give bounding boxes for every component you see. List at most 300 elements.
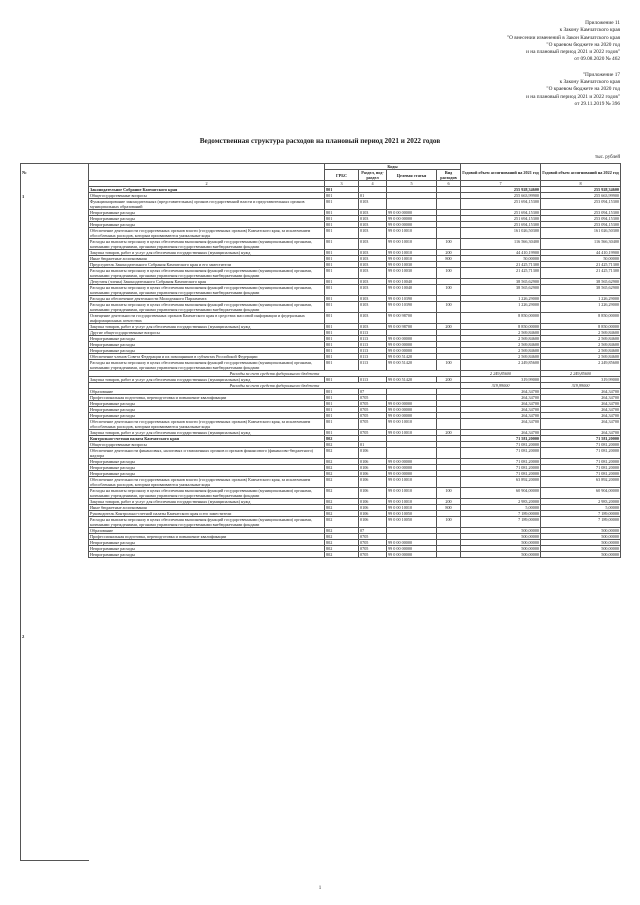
csr-code: 99 0 00 10010 <box>387 505 437 511</box>
grbs-code: 801 <box>325 389 359 395</box>
row-name: Непрограммные расходы <box>89 216 325 222</box>
amount-2022: 71 081,20000 <box>541 459 621 465</box>
appendix-line: к Закону Камчатского края <box>559 27 620 34</box>
grbs-code: 801 <box>325 302 359 313</box>
amount-2021: 1 226,29000 <box>461 302 541 313</box>
razdel-code: 0103 <box>359 239 387 250</box>
grbs-code: 801 <box>325 348 359 354</box>
vr-code: 200 <box>437 324 461 330</box>
grbs-code: 802 <box>325 505 359 511</box>
amount-2022: 2 249,85600 <box>541 371 621 377</box>
appendix-line: Приложение 11 <box>585 20 620 26</box>
amount-2021: 71 081,20000 <box>461 459 541 465</box>
table-row <box>89 552 621 558</box>
expenditure-table <box>88 163 621 558</box>
amount-2022: 264,34700 <box>541 419 621 430</box>
amount-2021: 500,00000 <box>461 540 541 546</box>
amount-2021: 8 850,00000 <box>461 313 541 324</box>
grbs-code: 801 <box>325 354 359 360</box>
grbs-code: 801 <box>325 313 359 324</box>
amount-2022: 264,34700 <box>541 401 621 407</box>
amount-2021: 44 410,19900 <box>461 250 541 256</box>
row-name: Расходы за счет средств федерального бюджета <box>89 371 461 377</box>
row-name: Общегосударственные вопросы <box>89 193 325 199</box>
appendix-line: и на плановый период 2021 и 2022 годов" <box>526 49 620 56</box>
amount-2021: 319,99000 <box>461 383 541 389</box>
grbs-code: 802 <box>325 436 359 442</box>
razdel-code: 0103 <box>359 199 387 210</box>
vr-code: 100 <box>437 268 461 279</box>
appendix-line: "О краевом бюджете на 2020 год <box>546 41 620 48</box>
grbs-code: 801 <box>325 216 359 222</box>
row-name: Непрограммные расходы <box>89 342 325 348</box>
grbs-code: 802 <box>325 517 359 528</box>
amount-2022: 2 983,20000 <box>541 499 621 505</box>
csr-code: 99 0 00 00000 <box>387 552 437 558</box>
csr-code: 99 0 00 10010 <box>387 228 437 239</box>
row-name: Непрограммные расходы <box>89 540 325 546</box>
row-name: Расходы на выплаты персоналу в целях обеспечения выполнения функций государственными (муниципальными) органами, казенными учреждениями, органами управления государственными внебюджетными фондами <box>89 360 325 371</box>
appendix-block-1 <box>360 20 620 64</box>
page-number: 1 <box>318 886 322 891</box>
amount-2021: 255 928,34600 <box>461 187 541 193</box>
column-index: 6 <box>437 181 461 187</box>
amount-2022: 2 569,84600 <box>541 354 621 360</box>
amount-2021: 71 581,20000 <box>461 436 541 442</box>
amount-2022: 71 581,20000 <box>541 436 621 442</box>
razdel-code: 0113 <box>359 354 387 360</box>
razdel-code: 0103 <box>359 216 387 222</box>
razdel-code: 0113 <box>359 330 387 336</box>
appendix-line: "Приложение 17 <box>582 71 620 78</box>
amount-2021: 2 249,85600 <box>461 371 541 377</box>
grbs-code: 801 <box>325 336 359 342</box>
row-name: Расходы на обеспечение деятельности Молодежного Парламента <box>89 296 325 302</box>
row-name: Иные бюджетные ассигнования <box>89 256 325 262</box>
grbs-code: 801 <box>325 187 359 193</box>
amount-2021: 116 566,30400 <box>461 239 541 250</box>
row-name: Непрограммные расходы <box>89 465 325 471</box>
amount-2022: 253 094,15300 <box>541 222 621 228</box>
amount-2022: 253 094,15300 <box>541 199 621 210</box>
row-name: Руководитель Контрольно-счетной палаты Камчатского края и его заместители <box>89 511 325 517</box>
row-name: Обеспечение деятельности государственных органов власти (государственных органов) Камчатского края, за исключением обособленных расходов, которым присваиваются уникальные коды <box>89 477 325 488</box>
row-name: Расходы на выплаты персоналу в целях обеспечения выполнения функций государственными (муниципальными) органами, казенными учреждениями, органами управления государственными внебюджетными фондами <box>89 517 325 528</box>
amount-2021: 1 226,29000 <box>461 296 541 302</box>
amount-2022: 21 425,71300 <box>541 268 621 279</box>
amount-2022: 253 094,15300 <box>541 216 621 222</box>
column-index: 7 <box>461 181 541 187</box>
grbs-code: 801 <box>325 296 359 302</box>
amount-2022: 264,34700 <box>541 430 621 436</box>
amount-2022: 38 565,62900 <box>541 279 621 285</box>
vr-code: 100 <box>437 517 461 528</box>
csr-code: 99 0 00 10010 <box>387 477 437 488</box>
grbs-code: 801 <box>325 239 359 250</box>
grbs-code: 801 <box>325 342 359 348</box>
razdel-code: 0103 <box>359 228 387 239</box>
document-title: Ведомственная структура расходов на плановый период 2021 и 2022 годов <box>199 137 441 145</box>
grbs-code: 802 <box>325 511 359 517</box>
razdel-code: 0106 <box>359 448 387 459</box>
razdel-code: 01 <box>359 193 387 199</box>
grbs-code: 801 <box>325 250 359 256</box>
row-name: Профессиональная подготовка, переподготовка и повышение квалификации <box>89 395 325 401</box>
csr-code: 99 0 00 00000 <box>387 210 437 216</box>
csr-code: 99 0 00 10390 <box>387 296 437 302</box>
grbs-code: 802 <box>325 477 359 488</box>
razdel-code: 0113 <box>359 348 387 354</box>
vr-code: 100 <box>437 285 461 296</box>
row-name: Непрограммные расходы <box>89 222 325 228</box>
row-name: Непрограммные расходы <box>89 348 325 354</box>
vr-code: 200 <box>437 250 461 256</box>
column-index: 3 <box>325 181 359 187</box>
appendix-block-2 <box>360 72 620 108</box>
amount-2022: 71 081,20000 <box>541 448 621 459</box>
razdel-code: 0106 <box>359 459 387 465</box>
amount-2022: 264,34700 <box>541 413 621 419</box>
grbs-code: 801 <box>325 285 359 296</box>
vr-code <box>437 477 461 488</box>
amount-2022: 500,00000 <box>541 528 621 534</box>
csr-code: 99 0 00 10010 <box>387 488 437 499</box>
amount-2021: 500,00000 <box>461 528 541 534</box>
row-name: Депутаты (члены) Законодательного Собрания Камчатского края <box>89 279 325 285</box>
amount-2022: 44 410,19900 <box>541 250 621 256</box>
amount-2022: 264,34700 <box>541 389 621 395</box>
amount-2022: 7 189,00000 <box>541 517 621 528</box>
grbs-code: 802 <box>325 546 359 552</box>
grbs-code: 802 <box>325 459 359 465</box>
csr-code: 99 0 00 00000 <box>387 465 437 471</box>
grbs-code: 801 <box>325 413 359 419</box>
razdel-code: 0705 <box>359 407 387 413</box>
csr-code: 99 0 00 10390 <box>387 302 437 313</box>
razdel-code: 0103 <box>359 210 387 216</box>
razdel-code: 0106 <box>359 517 387 528</box>
amount-2022: 2 569,84600 <box>541 348 621 354</box>
csr-code: 99 0 00 10010 <box>387 239 437 250</box>
razdel-code: 0113 <box>359 360 387 371</box>
csr-code: 99 0 00 51420 <box>387 360 437 371</box>
amount-2021: 264,34700 <box>461 389 541 395</box>
vr-code <box>437 419 461 430</box>
amount-2022: 255 928,34600 <box>541 187 621 193</box>
razdel-code: 0103 <box>359 262 387 268</box>
grbs-code: 801 <box>325 222 359 228</box>
amount-2021: 5,00000 <box>461 505 541 511</box>
amount-2022: 71 081,20000 <box>541 442 621 448</box>
csr-code: 99 0 00 10040 <box>387 279 437 285</box>
table-row <box>89 517 621 528</box>
amount-2022: 8 850,00000 <box>541 324 621 330</box>
amount-2021: 2 569,84600 <box>461 342 541 348</box>
csr-code: 99 0 00 10010 <box>387 430 437 436</box>
csr-code: 99 0 00 00000 <box>387 546 437 552</box>
amount-2021: 2 569,84600 <box>461 354 541 360</box>
csr-code <box>387 199 437 210</box>
table-row <box>89 228 621 239</box>
row-name: Освещение деятельности государственных органов Камчатского края в средствах массовой информации и федеральных информационных агентствах <box>89 313 325 324</box>
amount-2022: 8 850,00000 <box>541 313 621 324</box>
row-name: Образование <box>89 528 325 534</box>
vr-code: 200 <box>437 499 461 505</box>
amount-2022: 7 189,00000 <box>541 511 621 517</box>
razdel-code: 0103 <box>359 250 387 256</box>
row-name: Непрограммные расходы <box>89 413 325 419</box>
razdel-code: 0106 <box>359 465 387 471</box>
row-name: Непрограммные расходы <box>89 407 325 413</box>
csr-code: 99 0 00 10010 <box>387 499 437 505</box>
razdel-code: 0106 <box>359 471 387 477</box>
razdel-code: 0103 <box>359 296 387 302</box>
razdel-code: 0106 <box>359 505 387 511</box>
vr-code: 100 <box>437 360 461 371</box>
amount-2022: 500,00000 <box>541 546 621 552</box>
row-name: Председатель Законодательного Собрания Камчатского края и его заместители <box>89 262 325 268</box>
vr-code: 100 <box>437 302 461 313</box>
vr-code <box>437 199 461 210</box>
vr-header: Вид расходов <box>437 170 461 181</box>
row-name: Обеспечение членов Совета Федерации и их помощников в субъектах Российской Федерации <box>89 354 325 360</box>
year-2022-header: Годовой объем ассигнований на 2022 год <box>541 164 621 181</box>
grbs-code: 801 <box>325 228 359 239</box>
csr-header: Целевая статья <box>387 170 437 181</box>
amount-2021: 71 081,20000 <box>461 471 541 477</box>
row-name: Общегосударственные вопросы <box>89 442 325 448</box>
row-name: Непрограммные расходы <box>89 459 325 465</box>
row-name: Обеспечение деятельности финансовых, налоговых и таможенных органов и органов финансового (финансово-бюджетного) надзора <box>89 448 325 459</box>
grbs-code: 801 <box>325 256 359 262</box>
amount-2021: 264,34700 <box>461 407 541 413</box>
grbs-code: 801 <box>325 377 359 383</box>
amount-2021: 71 081,20000 <box>461 442 541 448</box>
csr-code: 99 0 00 10050 <box>387 517 437 528</box>
amount-2022: 500,00000 <box>541 552 621 558</box>
codes-header: Коды <box>325 164 461 170</box>
csr-code: 99 0 00 00000 <box>387 459 437 465</box>
appendix-line: "О внесении изменений в Закон Камчатского края <box>507 34 620 41</box>
row-name: Расходы за счет средств федерального бюджета <box>89 383 461 389</box>
razdel-code: 0705 <box>359 546 387 552</box>
grbs-code: 801 <box>325 199 359 210</box>
razdel-code: 0113 <box>359 342 387 348</box>
row-name: Непрограммные расходы <box>89 336 325 342</box>
amount-2021: 251 694,15300 <box>461 199 541 210</box>
razdel-code: 0103 <box>359 222 387 228</box>
amount-2022: 5,00000 <box>541 505 621 511</box>
csr-code: 99 0 00 98700 <box>387 324 437 330</box>
grbs-code: 801 <box>325 407 359 413</box>
razdel-header: Раздел, под-раздел <box>359 170 387 181</box>
amount-2021: 60 904,00000 <box>461 488 541 499</box>
row-name: Непрограммные расходы <box>89 471 325 477</box>
amount-2022: 71 081,20000 <box>541 465 621 471</box>
row-name: Непрограммные расходы <box>89 552 325 558</box>
column-index: 8 <box>541 181 621 187</box>
razdel-code: 0103 <box>359 285 387 296</box>
amount-2021: 500,00000 <box>461 534 541 540</box>
grbs-code: 802 <box>325 442 359 448</box>
row-name: Законодательное Собрание Камчатского края <box>89 187 325 193</box>
razdel-code: 0113 <box>359 377 387 383</box>
grbs-code: 802 <box>325 488 359 499</box>
amount-2022: 60 904,00000 <box>541 488 621 499</box>
row-name: Закупка товаров, работ и услуг для обеспечения государственных (муниципальных) нужд <box>89 250 325 256</box>
csr-code: 99 0 00 10010 <box>387 419 437 430</box>
grbs-code: 802 <box>325 448 359 459</box>
row-name: Расходы на выплаты персоналу в целях обеспечения выполнения функций государственными (муниципальными) органами, казенными учреждениями, органами управления государственными внебюджетными фондами <box>89 268 325 279</box>
amount-2022: 116 566,30400 <box>541 239 621 250</box>
csr-code: 99 0 00 51420 <box>387 354 437 360</box>
grbs-code: 801 <box>325 401 359 407</box>
amount-2022: 500,00000 <box>541 534 621 540</box>
grbs-code: 801 <box>325 330 359 336</box>
amount-2021: 63 892,20000 <box>461 477 541 488</box>
amount-2022: 1 226,29000 <box>541 302 621 313</box>
razdel-code: 0705 <box>359 419 387 430</box>
csr-code: 99 0 00 10010 <box>387 256 437 262</box>
year-2021-header: Годовой объем ассигнований на 2021 год <box>461 164 541 181</box>
appendix-line: "О краевом бюджете на 2020 год <box>546 86 620 93</box>
csr-code: 99 0 00 00000 <box>387 336 437 342</box>
csr-code: 99 0 00 00000 <box>387 401 437 407</box>
table-row <box>89 199 621 210</box>
grbs-code: 802 <box>325 499 359 505</box>
vr-code <box>437 448 461 459</box>
amount-2021: 38 565,62900 <box>461 279 541 285</box>
amount-2021: 2 569,84600 <box>461 336 541 342</box>
razdel-code: 0103 <box>359 313 387 324</box>
table-row <box>89 419 621 430</box>
row-name: Обеспечение деятельности государственных органов власти (государственных органов) Камчатского края, за исключением обособленных расходов, которым присваиваются уникальные коды <box>89 419 325 430</box>
row-name: Расходы на выплаты персоналу в целях обеспечения выполнения функций государственными (муниципальными) органами, казенными учреждениями, органами управления государственными внебюджетными фондами <box>89 239 325 250</box>
amount-2022: 63 892,20000 <box>541 477 621 488</box>
table-body <box>89 187 621 558</box>
grbs-code: 802 <box>325 528 359 534</box>
razdel-code: 0106 <box>359 488 387 499</box>
csr-code: 99 0 00 10010 <box>387 250 437 256</box>
row-name: Расходы на выплаты персоналу в целях обеспечения выполнения функций государственными (муниципальными) органами, казенными учреждениями, органами управления государственными внебюджетными фондами <box>89 285 325 296</box>
row-number: 2 <box>22 634 25 639</box>
amount-2022: 253 094,15300 <box>541 210 621 216</box>
amount-2022: 50,00000 <box>541 256 621 262</box>
amount-2022: 2 249,85600 <box>541 360 621 371</box>
appendix-line: от 29.11.2019 № 396 <box>574 100 620 107</box>
razdel-code: 0103 <box>359 268 387 279</box>
razdel-code: 0113 <box>359 336 387 342</box>
column-index: 4 <box>359 181 387 187</box>
amount-2021: 251 694,15300 <box>461 216 541 222</box>
table-row <box>89 488 621 499</box>
razdel-code: 0106 <box>359 511 387 517</box>
amount-2021: 319,99000 <box>461 377 541 383</box>
razdel-code: 07 <box>359 389 387 395</box>
amount-2021: 71 081,20000 <box>461 465 541 471</box>
csr-code: 99 0 00 98700 <box>387 313 437 324</box>
grbs-code: 801 <box>325 193 359 199</box>
csr-code: 99 0 00 00000 <box>387 342 437 348</box>
vr-code: 800 <box>437 505 461 511</box>
amount-2022: 500,00000 <box>541 540 621 546</box>
number-column-header: № <box>22 170 27 175</box>
amount-2021: 255 663,99900 <box>461 193 541 199</box>
amount-2021: 50,00000 <box>461 256 541 262</box>
table-row <box>89 268 621 279</box>
vr-code: 100 <box>437 488 461 499</box>
row-name: Закупка товаров, работ и услуг для обеспечения государственных (муниципальных) нужд <box>89 430 325 436</box>
csr-code: 99 0 00 00000 <box>387 222 437 228</box>
csr-code: 99 0 00 51420 <box>387 377 437 383</box>
row-name: Расходы на выплаты персоналу в целях обеспечения выполнения функций государственными (муниципальными) органами, казенными учреждениями, органами управления государственными внебюджетными фондами <box>89 302 325 313</box>
razdel-code: 0103 <box>359 302 387 313</box>
row-name: Другие общегосударственные вопросы <box>89 330 325 336</box>
amount-2022: 264,34700 <box>541 407 621 413</box>
csr-code: 99 0 00 10050 <box>387 511 437 517</box>
amount-2021: 251 694,15300 <box>461 222 541 228</box>
amount-2021: 251 694,15300 <box>461 210 541 216</box>
row-number: 1 <box>22 194 25 199</box>
table-row <box>89 302 621 313</box>
amount-2021: 21 425,71300 <box>461 262 541 268</box>
amount-2022: 2 569,84600 <box>541 336 621 342</box>
row-name: Обеспечение деятельности государственных органов власти (государственных органов) Камчатского края, за исключением обособленных расходов, которым присваиваются уникальные коды <box>89 228 325 239</box>
grbs-code: 802 <box>325 552 359 558</box>
csr-code: 99 0 00 00000 <box>387 407 437 413</box>
grbs-code: 802 <box>325 534 359 540</box>
amount-2021: 2 569,84600 <box>461 348 541 354</box>
table-row <box>89 239 621 250</box>
csr-code: 99 0 00 10030 <box>387 262 437 268</box>
amount-2021: 21 425,71300 <box>461 268 541 279</box>
table-row <box>89 313 621 324</box>
razdel-code: 0705 <box>359 534 387 540</box>
csr-code: 99 0 00 00000 <box>387 216 437 222</box>
name-column-header <box>89 164 325 181</box>
amount-2022: 319,99000 <box>541 383 621 389</box>
amount-2021: 264,34700 <box>461 413 541 419</box>
vr-code <box>437 313 461 324</box>
row-number-column <box>20 163 89 861</box>
amount-2021: 500,00000 <box>461 552 541 558</box>
table-row <box>89 285 621 296</box>
appendix-header <box>360 20 620 108</box>
razdel-code: 0705 <box>359 413 387 419</box>
razdel-code: 0705 <box>359 540 387 546</box>
amount-2021: 2 983,20000 <box>461 499 541 505</box>
amount-2022: 264,34700 <box>541 395 621 401</box>
razdel-code: 0106 <box>359 477 387 488</box>
row-name: Непрограммные расходы <box>89 210 325 216</box>
grbs-code: 801 <box>325 268 359 279</box>
razdel-code: 01 <box>359 442 387 448</box>
grbs-code: 801 <box>325 419 359 430</box>
amount-2021: 264,34700 <box>461 430 541 436</box>
amount-2021: 264,34700 <box>461 395 541 401</box>
row-name: Функционирование законодательных (представительных) органов государственной власти и представительных органов муниципальных образований <box>89 199 325 210</box>
amount-2021: 71 081,20000 <box>461 448 541 459</box>
amount-2021: 7 189,00000 <box>461 517 541 528</box>
csr-code: 99 0 00 00000 <box>387 348 437 354</box>
grbs-code: 801 <box>325 324 359 330</box>
vr-code: 100 <box>437 239 461 250</box>
razdel-code: 0705 <box>359 395 387 401</box>
amount-2022: 255 663,99900 <box>541 193 621 199</box>
amount-2022: 21 425,71300 <box>541 262 621 268</box>
amount-2021: 161 026,50300 <box>461 228 541 239</box>
razdel-code: 0106 <box>359 499 387 505</box>
